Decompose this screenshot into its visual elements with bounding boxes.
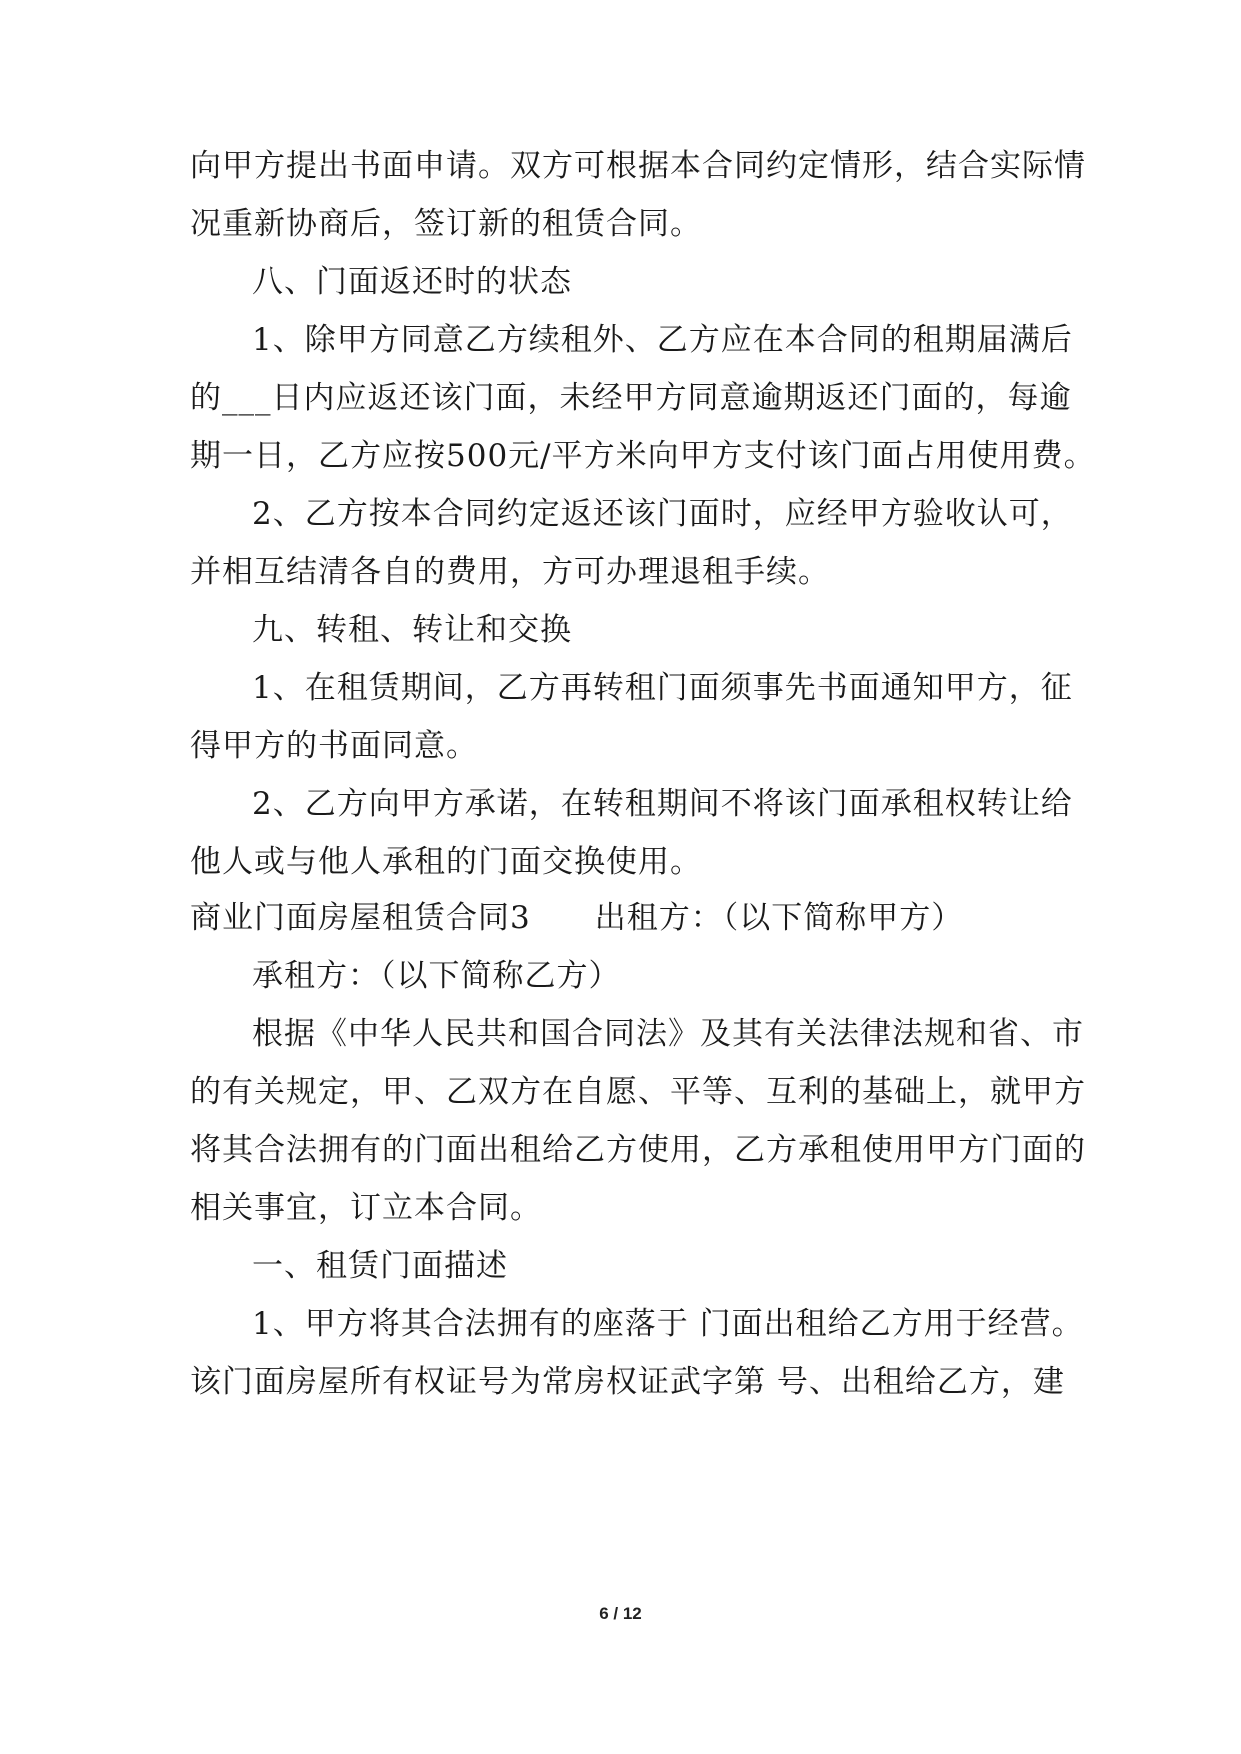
text-line: 相关事宜，订立本合同。 xyxy=(190,1190,542,1226)
text-line: 2、乙方向甲方承诺，在转租期间不将该门面承租权转让给 xyxy=(252,786,1073,822)
section-heading: 九、转租、转让和交换 xyxy=(252,612,572,648)
text-line: 期一日，乙方应按500元/平方米向甲方支付该门面占用使用费。 xyxy=(190,438,1096,474)
text-line: 向甲方提出书面申请。双方可根据本合同约定情形，结合实际情 xyxy=(190,148,1086,184)
text-line: 1、在租赁期间，乙方再转租门面须事先书面通知甲方，征 xyxy=(252,670,1073,706)
text-line: 的___日内应返还该门面，未经甲方同意逾期返还门面的，每逾 xyxy=(190,380,1072,416)
text-line: 1、除甲方同意乙方续租外、乙方应在本合同的租期届满后 xyxy=(252,322,1073,358)
text-line: 的有关规定，甲、乙双方在自愿、平等、互利的基础上，就甲方 xyxy=(190,1074,1086,1110)
contract-title-line: 商业门面房屋租赁合同3 出租方：（以下简称甲方） xyxy=(190,900,964,936)
text-line: 2、乙方按本合同约定返还该门面时，应经甲方验收认可， xyxy=(252,496,1073,532)
page-number: 6 / 12 xyxy=(599,1604,642,1623)
text-line: 将其合法拥有的门面出租给乙方使用，乙方承租使用甲方门面的 xyxy=(190,1132,1086,1168)
text-line: 该门面房屋所有权证号为常房权证武字第 号、出租给乙方，建 xyxy=(190,1364,1065,1400)
text-line: 他人或与他人承租的门面交换使用。 xyxy=(190,844,702,880)
text-line: 根据《中华人民共和国合同法》及其有关法律法规和省、市 xyxy=(252,1016,1084,1052)
section-heading: 八、门面返还时的状态 xyxy=(252,264,572,300)
text-line: 得甲方的书面同意。 xyxy=(190,728,478,764)
text-line: 1、甲方将其合法拥有的座落于 门面出租给乙方用于经营。 xyxy=(252,1306,1084,1342)
section-heading: 一、租赁门面描述 xyxy=(252,1248,508,1284)
text-line: 况重新协商后，签订新的租赁合同。 xyxy=(190,206,702,242)
text-line: 并相互结清各自的费用，方可办理退租手续。 xyxy=(190,554,830,590)
text-line: 承租方：（以下简称乙方） xyxy=(252,958,621,994)
